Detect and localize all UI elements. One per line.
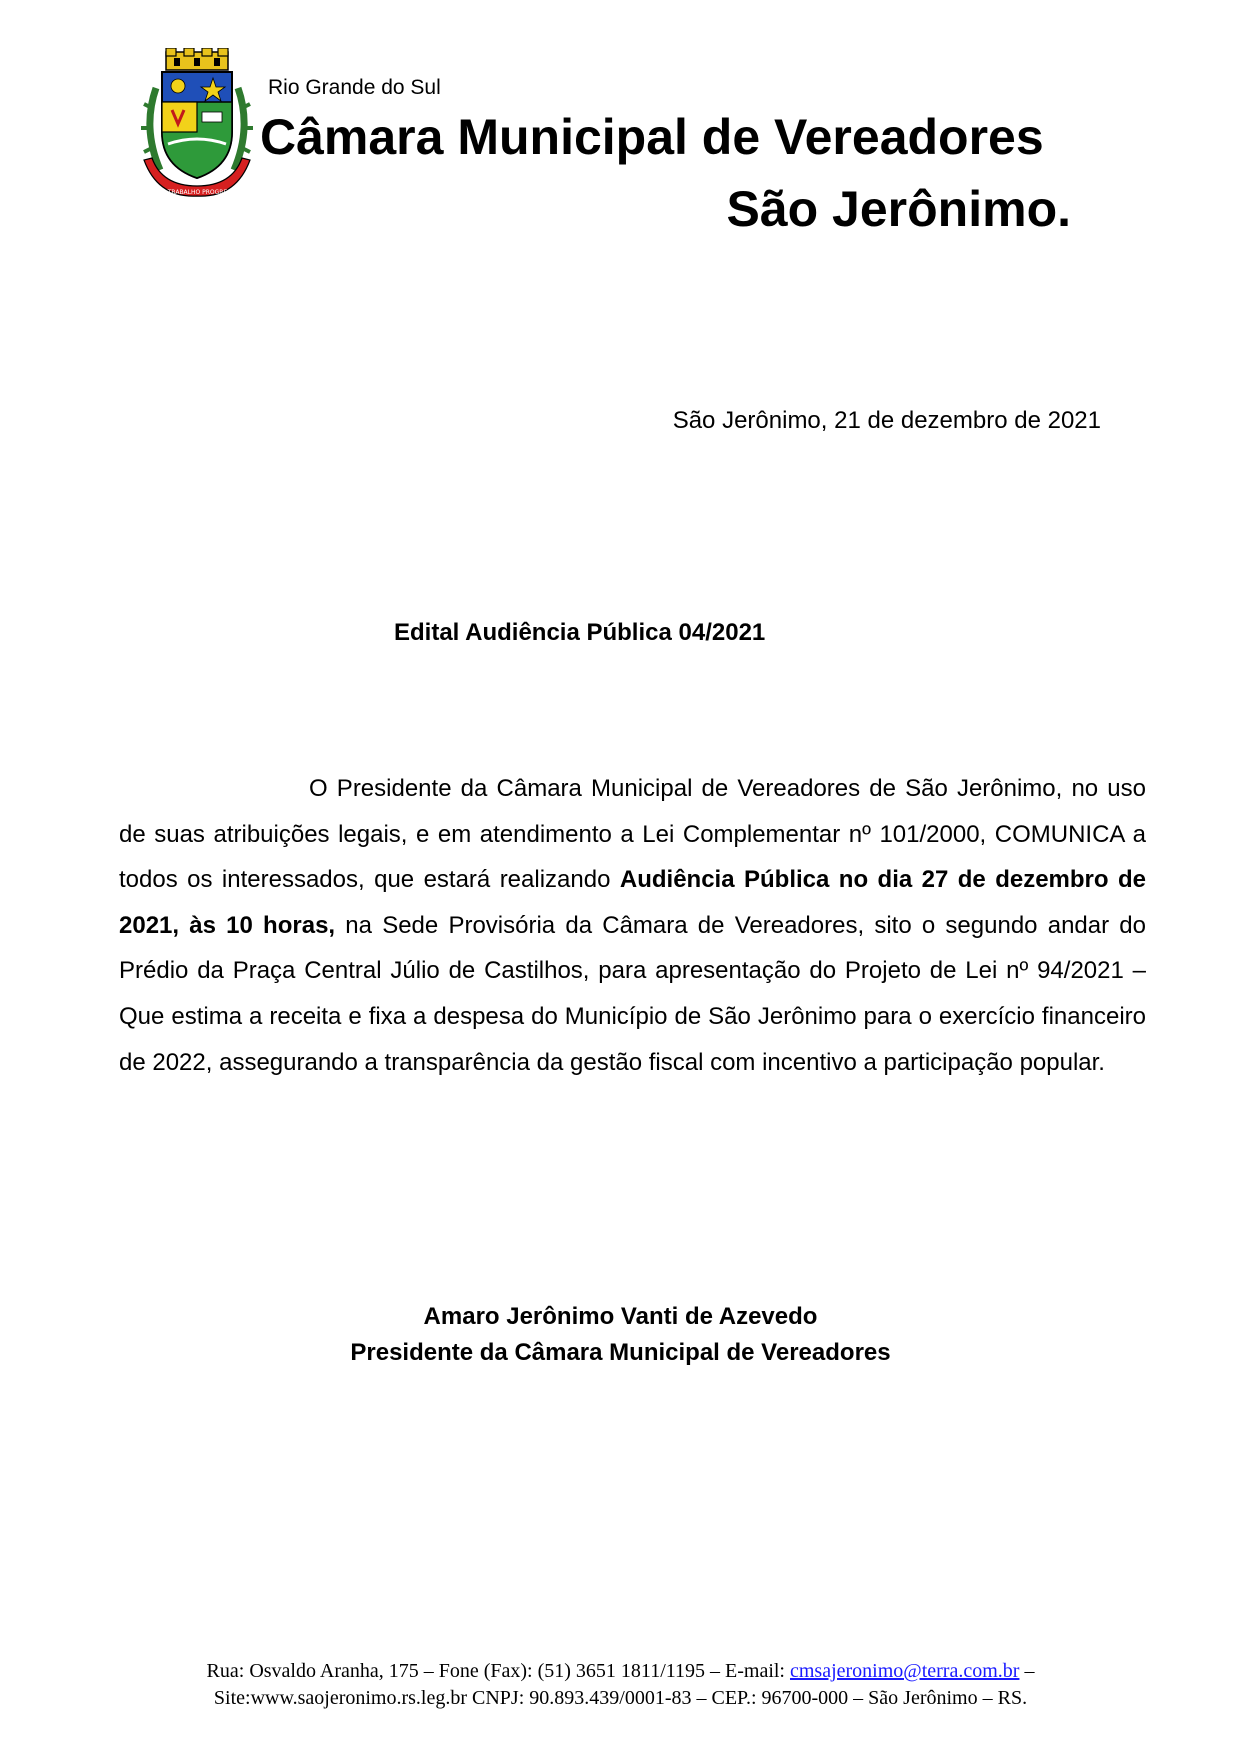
- footer-address: Rua: Osvaldo Aranha, 175 – Fone (Fax): (51) 3651 1811/1195 – E-mail:: [206, 1660, 790, 1682]
- email-link[interactable]: cmsajeronimo@terra.com.br: [789, 1660, 1020, 1682]
- municipality-name: São Jerônimo.: [726, 181, 1071, 237]
- coat-motto: PAZ TRABALHO PROGRESSO: [154, 189, 240, 196]
- signatory-role: Presidente da Câmara Municipal de Vereadores: [350, 1339, 891, 1366]
- footer-address-line: [0, 1660, 1241, 1683]
- signatory-name: Amaro Jerônimo Vanti de Azevedo: [423, 1303, 818, 1330]
- coat-of-arms-logo: [138, 48, 256, 200]
- state-name: Rio Grande do Sul: [268, 76, 441, 99]
- document-date: São Jerônimo, 21 de dezembro de 2021: [672, 407, 1101, 434]
- footer-site-line: Site:www.saojeronimo.rs.leg.br CNPJ: 90.893.439/0001-83 – CEP.: 96700-000 – São Jerônimo – RS.: [213, 1687, 1028, 1709]
- paragraph-text-2: na Sede Provisória da Câmara de Vereadores, sito o segundo andar do Prédio da Praça Central Júlio de Castilhos, para apresentação do Projeto de Lei nº 94/2021 – Que estima a receita e fixa a despesa do Município de São Jerônimo para o exercício financeiro de 2022, assegurando a transparência da gestão fiscal com incentivo a participação popular.: [119, 911, 1146, 1076]
- paragraph-highlight: Audiência Pública no dia 27 de dezembro de 2021, às 10 horas,: [119, 866, 1146, 939]
- paragraph-text-1: O Presidente da Câmara Municipal de Vereadores de São Jerônimo, no uso de suas atribuições legais, e em atendimento a Lei Complementar nº 101/2000, COMUNICA a todos os interessados, que estará realizando: [119, 775, 1146, 894]
- footer-dash: –: [1019, 1660, 1035, 1682]
- document-title: Edital Audiência Pública 04/2021: [394, 619, 766, 646]
- notice-paragraph: [119, 766, 1146, 1085]
- organization-name: Câmara Municipal de Vereadores: [260, 109, 1044, 165]
